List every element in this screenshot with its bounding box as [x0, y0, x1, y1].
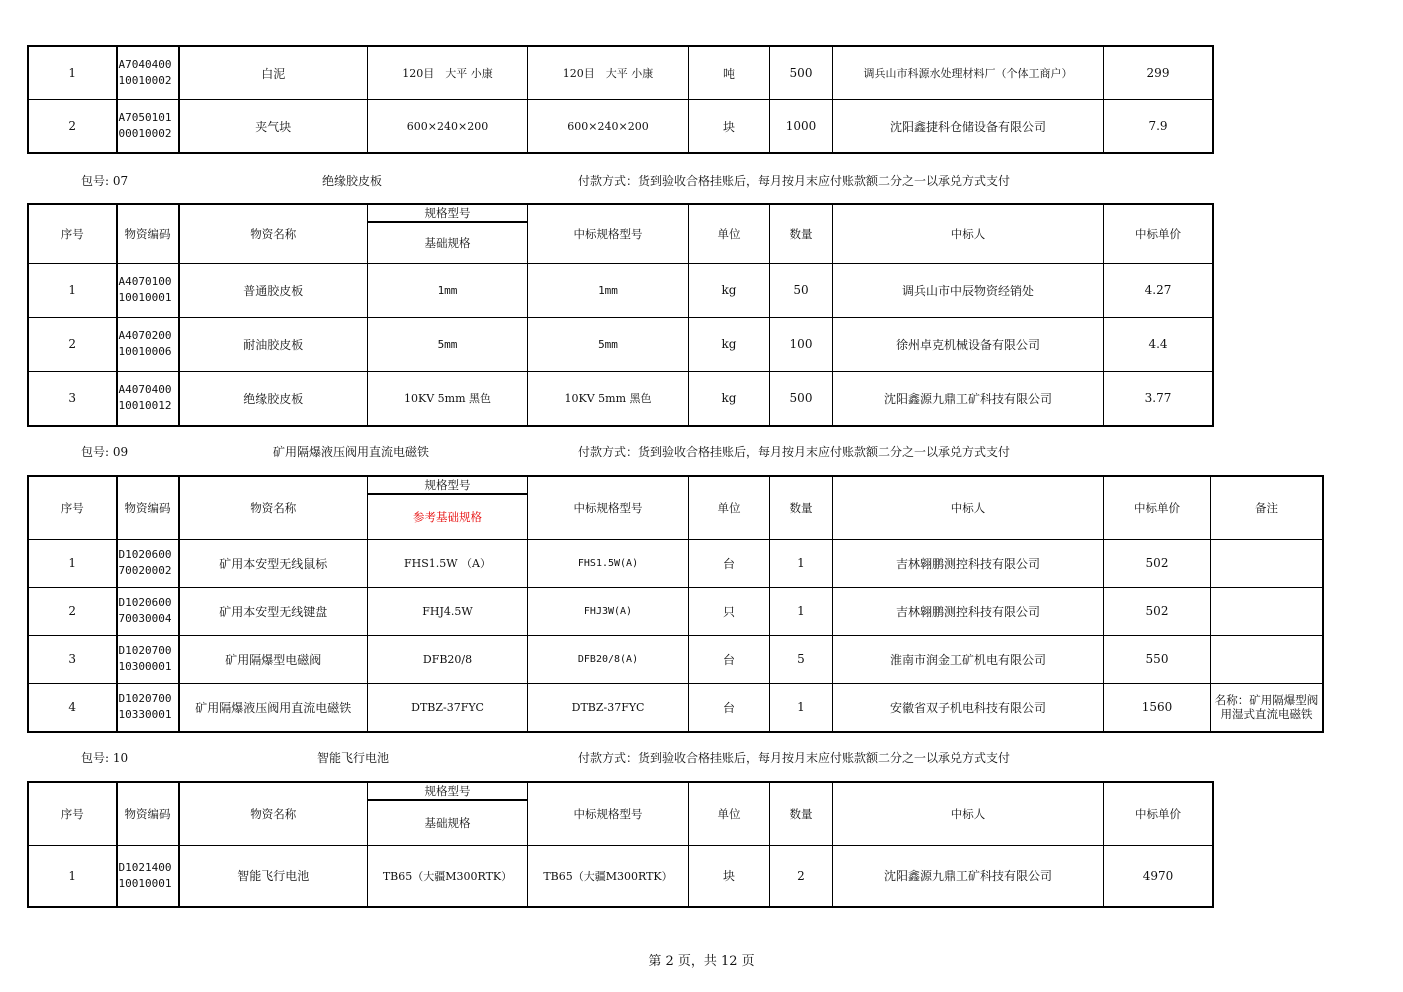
header-winner: 中标人	[833, 205, 1104, 264]
winner-cell: 调兵山市科源水处理材料厂（个体工商户）	[833, 47, 1104, 100]
name-cell: 智能飞行电池	[179, 845, 368, 906]
table-package-07	[28, 204, 1213, 426]
unit-cell: kg	[689, 263, 770, 317]
qty-cell: 1	[770, 683, 833, 731]
header-spec-basic: 基础规格	[368, 800, 528, 845]
name-cell: 白泥	[179, 47, 368, 100]
spec-cell: 600×240×200	[368, 100, 528, 153]
spec-cell: TB65（大疆M300RTK）	[368, 845, 528, 906]
winner-cell: 调兵山市中辰物资经销处	[833, 263, 1104, 317]
unit-cell: kg	[689, 317, 770, 371]
header-row	[29, 783, 1213, 801]
header-seq: 序号	[29, 783, 117, 846]
win-spec-cell: TB65（大疆M300RTK）	[528, 845, 689, 906]
win-spec-cell: 600×240×200	[528, 100, 689, 153]
code-cell: D1020700 10330001	[117, 683, 179, 731]
seq-cell: 3	[29, 635, 117, 683]
name-cell: 矿用隔爆液压阀用直流电磁铁	[179, 683, 368, 731]
winner-cell: 淮南市润金工矿机电有限公司	[833, 635, 1104, 683]
win-spec-cell: 120目 大平 小康	[528, 47, 689, 100]
price-cell: 4.27	[1104, 263, 1213, 317]
header-unit: 单位	[689, 205, 770, 264]
seq-cell: 1	[29, 263, 117, 317]
seq-cell: 4	[29, 683, 117, 731]
header-spec-group: 规格型号	[368, 477, 528, 495]
price-cell: 3.77	[1104, 371, 1213, 425]
package-title: 智能飞行电池	[317, 751, 390, 765]
qty-cell: 500	[770, 371, 833, 425]
header-spec-group: 规格型号	[368, 205, 528, 223]
seq-cell: 1	[29, 47, 117, 100]
win-spec-cell: 10KV 5mm 黑色	[528, 371, 689, 425]
qty-cell: 2	[770, 845, 833, 906]
table-row	[29, 317, 1213, 371]
header-spec-group: 规格型号	[368, 783, 528, 801]
winner-cell: 沈阳鑫捷科仓储设备有限公司	[833, 100, 1104, 153]
qty-cell: 50	[770, 263, 833, 317]
code-cell: D1020600 70020002	[117, 539, 179, 587]
table-row	[29, 683, 1323, 731]
remark-cell	[1211, 539, 1323, 587]
header-spec-ref: 参考基础规格	[368, 494, 528, 539]
seq-cell: 1	[29, 845, 117, 906]
spec-cell: 120目 大平 小康	[368, 47, 528, 100]
header-winner: 中标人	[833, 477, 1104, 540]
qty-cell: 100	[770, 317, 833, 371]
header-row	[29, 477, 1323, 495]
table-row	[29, 263, 1213, 317]
header-code: 物资编码	[117, 783, 179, 846]
table-row	[29, 587, 1323, 635]
unit-cell: 台	[689, 539, 770, 587]
unit-cell: 台	[689, 635, 770, 683]
qty-cell: 1000	[770, 100, 833, 153]
unit-cell: 吨	[689, 47, 770, 100]
table-package-09	[28, 476, 1323, 732]
seq-cell: 1	[29, 539, 117, 587]
spec-cell: FHS1.5W （A）	[368, 539, 528, 587]
header-seq: 序号	[29, 477, 117, 540]
seq-cell: 2	[29, 100, 117, 153]
unit-cell: 块	[689, 845, 770, 906]
code-cell: A4070400 10010012	[117, 371, 179, 425]
spec-cell: DTBZ-37FYC	[368, 683, 528, 731]
win-spec-cell: 5mm	[528, 317, 689, 371]
name-cell: 矿用本安型无线键盘	[179, 587, 368, 635]
payment-terms: 付款方式：货到验收合格挂账后，每月按月末应付账款额二分之一以承兑方式支付	[578, 751, 1011, 765]
price-cell: 1560	[1104, 683, 1211, 731]
table-continuation	[28, 46, 1213, 153]
win-spec-cell: 1mm	[528, 263, 689, 317]
name-cell: 矿用隔爆型电磁阀	[179, 635, 368, 683]
header-name: 物资名称	[179, 205, 368, 264]
price-cell: 550	[1104, 635, 1211, 683]
remark-cell	[1211, 587, 1323, 635]
qty-cell: 1	[770, 587, 833, 635]
table-row	[29, 635, 1323, 683]
qty-cell: 5	[770, 635, 833, 683]
winner-cell: 安徽省双子机电科技有限公司	[833, 683, 1104, 731]
winner-cell: 吉林翱鹏测控科技有限公司	[833, 587, 1104, 635]
price-cell: 4970	[1104, 845, 1213, 906]
spec-cell: 1mm	[368, 263, 528, 317]
header-name: 物资名称	[179, 783, 368, 846]
price-cell: 7.9	[1104, 100, 1213, 153]
header-qty: 数量	[770, 205, 833, 264]
win-spec-cell: FHS1.5W(A)	[528, 539, 689, 587]
header-win-spec: 中标规格型号	[528, 783, 689, 846]
header-price: 中标单价	[1104, 477, 1211, 540]
table-row	[29, 845, 1213, 906]
header-seq: 序号	[29, 205, 117, 264]
header-unit: 单位	[689, 477, 770, 540]
unit-cell: kg	[689, 371, 770, 425]
code-cell: A7050101 00010002	[117, 100, 179, 153]
name-cell: 耐油胶皮板	[179, 317, 368, 371]
package-label: 包号: 07	[81, 174, 129, 188]
unit-cell: 台	[689, 683, 770, 731]
spec-cell: 10KV 5mm 黑色	[368, 371, 528, 425]
code-cell: A4070200 10010006	[117, 317, 179, 371]
header-remark: 备注	[1211, 477, 1323, 540]
spec-cell: FHJ4.5W	[368, 587, 528, 635]
code-cell: D1020600 70030004	[117, 587, 179, 635]
remark-cell: 名称：矿用隔爆型阀用湿式直流电磁铁	[1211, 683, 1323, 731]
spec-cell: 5mm	[368, 317, 528, 371]
table-row	[29, 100, 1213, 153]
code-cell: D1020700 10300001	[117, 635, 179, 683]
price-cell: 4.4	[1104, 317, 1213, 371]
qty-cell: 500	[770, 47, 833, 100]
package-title: 绝缘胶皮板	[322, 174, 383, 188]
header-qty: 数量	[770, 783, 833, 846]
package-title: 矿用隔爆液压阀用直流电磁铁	[273, 445, 430, 459]
header-unit: 单位	[689, 783, 770, 846]
header-win-spec: 中标规格型号	[528, 477, 689, 540]
payment-terms: 付款方式：货到验收合格挂账后，每月按月末应付账款额二分之一以承兑方式支付	[578, 445, 1011, 459]
table-row	[29, 539, 1323, 587]
price-cell: 502	[1104, 587, 1211, 635]
name-cell: 夹气块	[179, 100, 368, 153]
code-cell: A7040400 10010002	[117, 47, 179, 100]
code-cell: D1021400 10010001	[117, 845, 179, 906]
header-price: 中标单价	[1104, 205, 1213, 264]
price-cell: 299	[1104, 47, 1213, 100]
header-row	[29, 205, 1213, 223]
payment-terms: 付款方式：货到验收合格挂账后，每月按月末应付账款额二分之一以承兑方式支付	[578, 174, 1011, 188]
code-cell: A4070100 10010001	[117, 263, 179, 317]
header-code: 物资编码	[117, 205, 179, 264]
win-spec-cell: DFB20/8(A)	[528, 635, 689, 683]
table-package-10	[28, 782, 1213, 907]
seq-cell: 3	[29, 371, 117, 425]
table-row	[29, 371, 1213, 425]
header-name: 物资名称	[179, 477, 368, 540]
remark-cell	[1211, 635, 1323, 683]
header-qty: 数量	[770, 477, 833, 540]
name-cell: 矿用本安型无线鼠标	[179, 539, 368, 587]
winner-cell: 沈阳鑫源九鼎工矿科技有限公司	[833, 845, 1104, 906]
header-winner: 中标人	[833, 783, 1104, 846]
header-price: 中标单价	[1104, 783, 1213, 846]
seq-cell: 2	[29, 317, 117, 371]
winner-cell: 沈阳鑫源九鼎工矿科技有限公司	[833, 371, 1104, 425]
winner-cell: 徐州卓克机械设备有限公司	[833, 317, 1104, 371]
name-cell: 普通胶皮板	[179, 263, 368, 317]
winner-cell: 吉林翱鹏测控科技有限公司	[833, 539, 1104, 587]
page-footer: 第 2 页，共 12 页	[648, 954, 755, 969]
package-label: 包号: 09	[81, 445, 129, 459]
win-spec-cell: DTBZ-37FYC	[528, 683, 689, 731]
seq-cell: 2	[29, 587, 117, 635]
unit-cell: 只	[689, 587, 770, 635]
qty-cell: 1	[770, 539, 833, 587]
win-spec-cell: FHJ3W(A)	[528, 587, 689, 635]
header-win-spec: 中标规格型号	[528, 205, 689, 264]
unit-cell: 块	[689, 100, 770, 153]
header-code: 物资编码	[117, 477, 179, 540]
table-row	[29, 47, 1213, 100]
package-label: 包号: 10	[81, 751, 129, 765]
header-spec-basic: 基础规格	[368, 222, 528, 263]
name-cell: 绝缘胶皮板	[179, 371, 368, 425]
price-cell: 502	[1104, 539, 1211, 587]
spec-cell: DFB20/8	[368, 635, 528, 683]
